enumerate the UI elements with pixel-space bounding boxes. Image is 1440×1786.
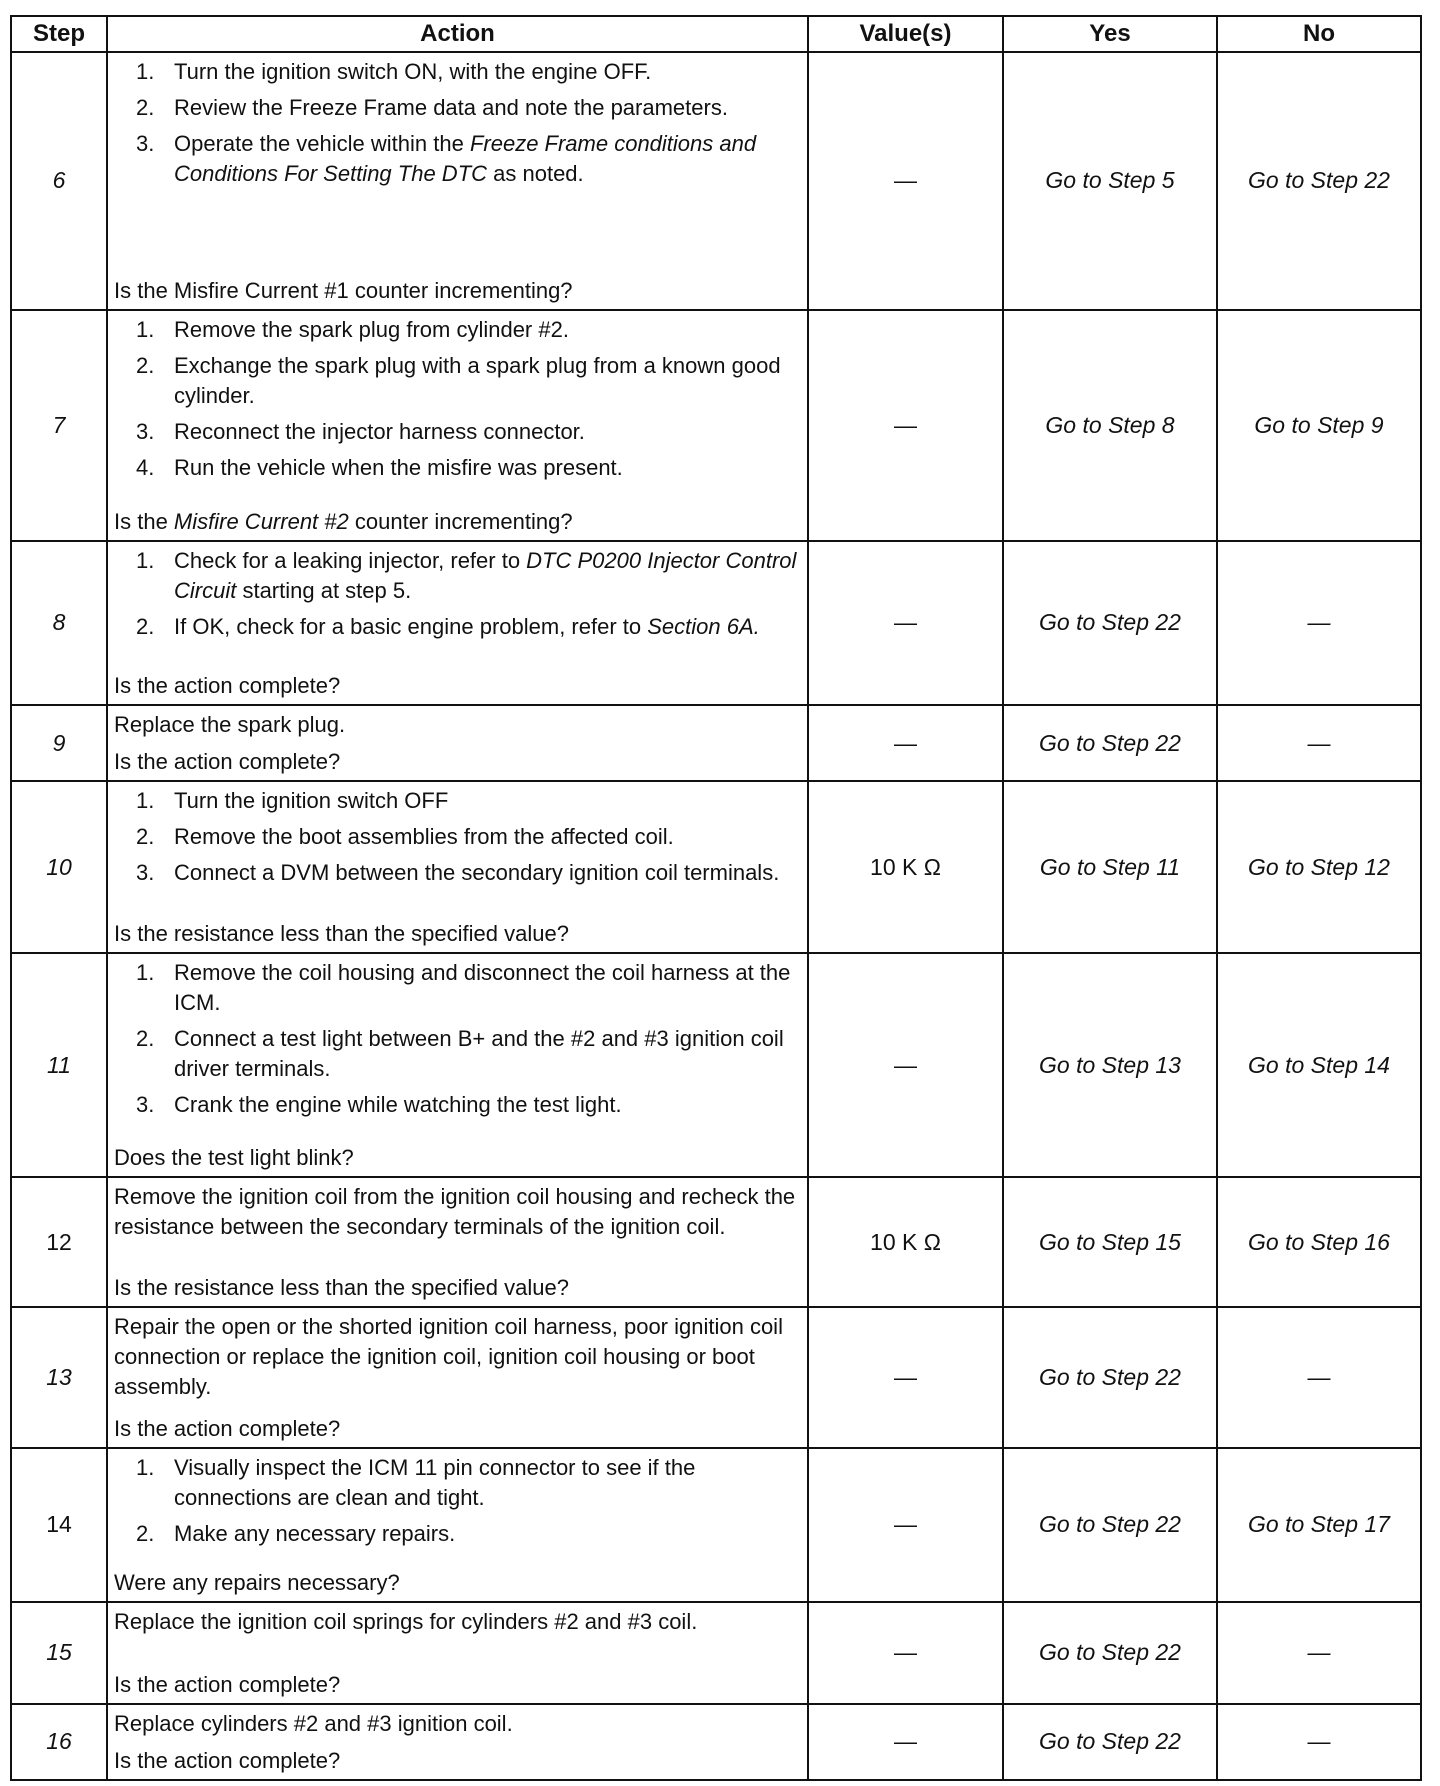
instruction-list — [114, 57, 801, 189]
action-question — [114, 1273, 801, 1303]
yes-result: Go to Step 22 — [1003, 1602, 1217, 1704]
no-result: Go to Step 9 — [1217, 310, 1421, 541]
step-number: 15 — [11, 1602, 107, 1704]
action-instructions — [114, 958, 801, 1126]
text-run: Operate the vehicle within the — [174, 131, 470, 156]
value-cell: — — [808, 953, 1003, 1177]
text-run: Is the — [114, 508, 174, 534]
action-instructions — [114, 1607, 801, 1637]
text-run: Remove the ignition coil from the ignition coil housing and recheck the resistance between the secondary terminals of the ignition coil. — [114, 1184, 796, 1240]
header-step: Step — [11, 16, 107, 52]
no-result: — — [1217, 541, 1421, 705]
text-run: Is the action complete? — [114, 1671, 341, 1697]
text-run: Freeze Frame conditions and Conditions For Setting The DTC — [174, 131, 757, 186]
text-run: Connect a test light between B+ and the #2 and #3 ignition coil driver terminals. — [174, 1026, 784, 1082]
text-run: Connect a DVM between the secondary ignition coil terminals. — [174, 860, 780, 886]
action-cell — [107, 1602, 808, 1704]
text-run: Remove the boot assemblies from the affected coil. — [174, 824, 674, 850]
text-run: Exchange the spark plug with a spark plug from a known good cylinder. — [174, 352, 781, 408]
instruction-number: 2. — [136, 613, 155, 639]
text-run: Remove the coil housing and disconnect the coil harness at the ICM. — [174, 960, 791, 1016]
text-run: as noted. — [487, 161, 584, 186]
header-values: Value(s) — [808, 16, 1003, 52]
instruction-list — [114, 315, 801, 483]
value-cell: 10 K Ω — [808, 781, 1003, 953]
text-run: Turn the ignition switch ON, with the engine OFF. — [174, 59, 652, 84]
action-instructions — [114, 315, 801, 489]
instruction-text — [114, 1709, 801, 1739]
step-number: 7 — [11, 310, 107, 541]
action-cell — [107, 1307, 808, 1448]
value-cell: — — [808, 1602, 1003, 1704]
text-run: Were any repairs necessary? — [114, 1569, 400, 1595]
instruction-list — [114, 1453, 801, 1549]
action-question — [114, 671, 801, 701]
action-cell — [107, 52, 808, 310]
instruction-item — [136, 129, 801, 189]
instruction-text — [114, 1607, 801, 1637]
action-instructions — [114, 1312, 801, 1402]
action-cell — [107, 1704, 808, 1780]
instruction-item — [136, 546, 801, 606]
action-instructions — [114, 786, 801, 894]
instruction-number: 1. — [136, 1455, 155, 1481]
text-run: Replace the spark plug. — [114, 711, 346, 737]
value-cell: — — [808, 541, 1003, 705]
value-cell: — — [808, 1307, 1003, 1448]
diagnostic-table — [10, 15, 1422, 1781]
yes-result: Go to Step 22 — [1003, 1307, 1217, 1448]
instruction-item — [136, 1519, 801, 1549]
text-run: If OK, check for a basic engine problem, refer to — [174, 613, 648, 639]
table-body — [11, 52, 1421, 1780]
instruction-item — [136, 822, 801, 852]
text-run: Is the action complete? — [114, 1748, 341, 1773]
instruction-item — [136, 351, 801, 411]
no-result: Go to Step 14 — [1217, 953, 1421, 1177]
step-number: 8 — [11, 541, 107, 705]
no-result: Go to Step 16 — [1217, 1177, 1421, 1307]
action-content — [108, 706, 807, 780]
text-run: Reconnect the injector harness connector. — [174, 418, 585, 444]
instruction-item — [136, 453, 801, 483]
instruction-number: 2. — [136, 352, 155, 378]
table-row — [11, 541, 1421, 705]
instruction-item — [136, 1453, 801, 1513]
text-run: Does the test light blink? — [114, 1145, 354, 1171]
value-cell: — — [808, 705, 1003, 781]
text-run: Is the resistance less than the specified value? — [114, 921, 569, 947]
instruction-item — [136, 57, 801, 87]
action-content — [108, 1308, 807, 1447]
text-run: Is the action complete? — [114, 749, 341, 775]
action-instructions — [114, 710, 801, 740]
instruction-item — [136, 1090, 801, 1120]
text-run: Is the action complete? — [114, 672, 341, 698]
instruction-number: 2. — [136, 95, 155, 120]
text-run: DTC P0200 Injector Control Circuit — [174, 547, 797, 603]
text-run: Crank the engine while watching the test light. — [174, 1092, 622, 1118]
action-content — [108, 53, 807, 309]
instruction-item — [136, 612, 801, 642]
instruction-item — [136, 315, 801, 345]
instruction-number: 2. — [136, 1026, 155, 1052]
yes-result: Go to Step 15 — [1003, 1177, 1217, 1307]
no-result: — — [1217, 1704, 1421, 1780]
action-instructions — [114, 57, 801, 195]
action-instructions — [114, 546, 801, 648]
action-content — [108, 782, 807, 952]
instruction-number: 1. — [136, 960, 155, 986]
action-content — [108, 1705, 807, 1779]
text-run: Visually inspect the ICM 11 pin connector to see if the connections are clean and tight. — [174, 1455, 696, 1511]
instruction-number: 3. — [136, 1092, 155, 1118]
step-number: 6 — [11, 52, 107, 310]
table-row — [11, 781, 1421, 953]
text-run: Is the action complete? — [114, 1416, 341, 1442]
action-instructions — [114, 1182, 801, 1242]
no-result: — — [1217, 705, 1421, 781]
instruction-list — [114, 786, 801, 888]
instruction-item — [136, 417, 801, 447]
text-run: Review the Freeze Frame data and note the parameters. — [174, 95, 728, 120]
action-cell — [107, 1448, 808, 1602]
instruction-number: 3. — [136, 131, 155, 156]
table-row — [11, 1307, 1421, 1448]
action-question — [114, 1670, 801, 1700]
action-question — [114, 919, 801, 949]
action-cell — [107, 541, 808, 705]
text-run: Section 6A. — [647, 613, 760, 639]
instruction-number: 1. — [136, 59, 155, 84]
action-question — [114, 1414, 801, 1444]
no-result: — — [1217, 1602, 1421, 1704]
action-cell — [107, 781, 808, 953]
text-run: Make any necessary repairs. — [174, 1521, 456, 1547]
text-run: starting at step 5. — [236, 577, 412, 603]
action-cell — [107, 705, 808, 781]
text-run: Remove the spark plug from cylinder #2. — [174, 316, 569, 342]
header-row — [11, 16, 1421, 52]
instruction-item — [136, 958, 801, 1018]
value-cell: 10 K Ω — [808, 1177, 1003, 1307]
instruction-item — [136, 1024, 801, 1084]
yes-result: Go to Step 13 — [1003, 953, 1217, 1177]
yes-result: Go to Step 22 — [1003, 1448, 1217, 1602]
text-run: Check for a leaking injector, refer to — [174, 547, 527, 573]
yes-result: Go to Step 22 — [1003, 705, 1217, 781]
instruction-number: 2. — [136, 1521, 155, 1547]
instruction-number: 3. — [136, 860, 155, 886]
value-cell: — — [808, 1448, 1003, 1602]
action-question — [114, 276, 801, 306]
action-content — [108, 954, 807, 1176]
yes-result: Go to Step 11 — [1003, 781, 1217, 953]
action-question — [114, 507, 801, 537]
action-question — [114, 1746, 801, 1776]
no-result: Go to Step 12 — [1217, 781, 1421, 953]
yes-result: Go to Step 8 — [1003, 310, 1217, 541]
table-row — [11, 953, 1421, 1177]
action-content — [108, 311, 807, 540]
no-result: Go to Step 22 — [1217, 52, 1421, 310]
no-result: — — [1217, 1307, 1421, 1448]
step-number: 11 — [11, 953, 107, 1177]
table-row — [11, 52, 1421, 310]
step-number: 9 — [11, 705, 107, 781]
step-number: 12 — [11, 1177, 107, 1307]
table-row — [11, 310, 1421, 541]
text-run: Turn the ignition switch OFF — [174, 788, 449, 814]
action-question — [114, 747, 801, 777]
text-run: Is the Misfire Current #1 counter incrementing? — [114, 277, 573, 303]
text-run: Misfire Current #2 — [173, 508, 349, 534]
instruction-item — [136, 786, 801, 816]
action-cell — [107, 310, 808, 541]
value-cell: — — [808, 1704, 1003, 1780]
yes-result: Go to Step 5 — [1003, 52, 1217, 310]
text-run: Is the resistance less than the specified value? — [114, 1275, 569, 1301]
action-question — [114, 1143, 801, 1173]
action-instructions — [114, 1453, 801, 1555]
yes-result: Go to Step 22 — [1003, 541, 1217, 705]
action-content — [108, 1449, 807, 1601]
text-run: Replace the ignition coil springs for cylinders #2 and #3 coil. — [114, 1608, 698, 1634]
text-run: Replace cylinders #2 and #3 ignition coil. — [114, 1710, 513, 1736]
no-result: Go to Step 17 — [1217, 1448, 1421, 1602]
table-row — [11, 1602, 1421, 1704]
yes-result: Go to Step 22 — [1003, 1704, 1217, 1780]
step-number: 10 — [11, 781, 107, 953]
table-row — [11, 1177, 1421, 1307]
instruction-number: 1. — [136, 788, 155, 814]
action-instructions — [114, 1709, 801, 1739]
header-yes: Yes — [1003, 16, 1217, 52]
action-content — [108, 1603, 807, 1703]
instruction-item — [136, 858, 801, 888]
value-cell: — — [808, 52, 1003, 310]
instruction-number: 2. — [136, 824, 155, 850]
instruction-text — [114, 1182, 801, 1242]
instruction-item — [136, 93, 801, 123]
action-cell — [107, 953, 808, 1177]
header-action: Action — [107, 16, 808, 52]
header-no: No — [1217, 16, 1421, 52]
instruction-number: 4. — [136, 454, 155, 480]
instruction-text — [114, 710, 801, 740]
table-row — [11, 1704, 1421, 1780]
instruction-list — [114, 958, 801, 1120]
table-row — [11, 705, 1421, 781]
instruction-number: 1. — [136, 547, 155, 573]
action-question — [114, 1568, 801, 1598]
action-content — [108, 1178, 807, 1306]
text-run: counter incrementing? — [348, 508, 573, 534]
instruction-list — [114, 546, 801, 642]
instruction-text — [114, 1312, 801, 1402]
step-number: 16 — [11, 1704, 107, 1780]
text-run: Repair the open or the shorted ignition coil harness, poor ignition coil connection or replace the ignition coil, ignition coil housing or boot assembly. — [114, 1314, 783, 1400]
text-run: Run the vehicle when the misfire was present. — [174, 454, 623, 480]
action-content — [108, 542, 807, 704]
step-number: 13 — [11, 1307, 107, 1448]
value-cell: — — [808, 310, 1003, 541]
step-number: 14 — [11, 1448, 107, 1602]
table-row — [11, 1448, 1421, 1602]
action-cell — [107, 1177, 808, 1307]
instruction-number: 3. — [136, 418, 155, 444]
instruction-number: 1. — [136, 316, 155, 342]
